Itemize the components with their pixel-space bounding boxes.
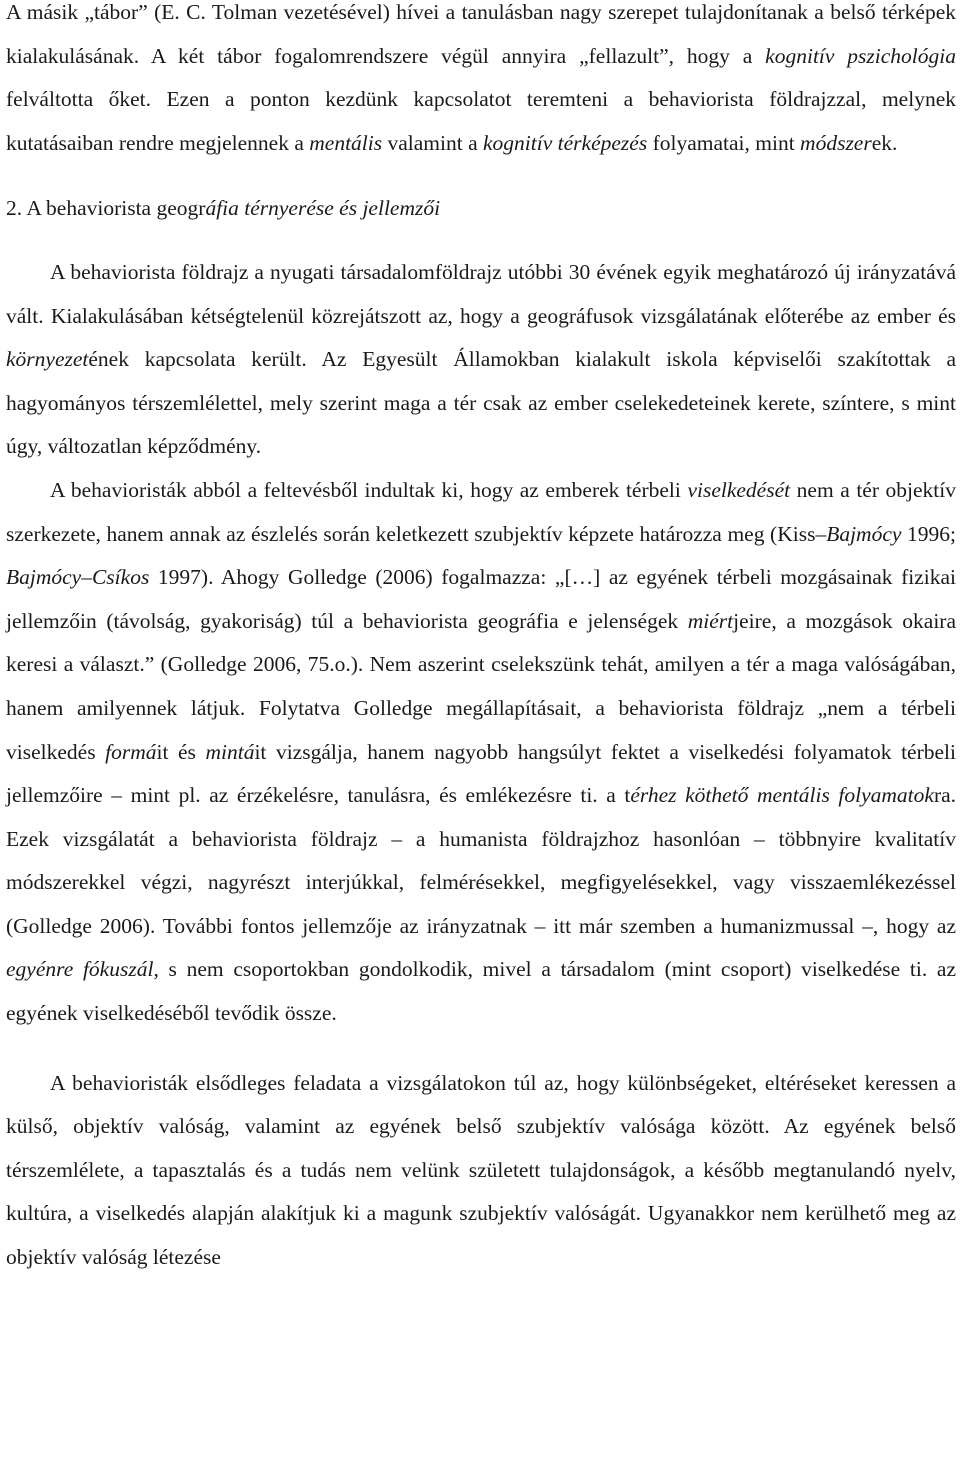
text-run: nem a tér objektív szerkezete, hanem annak az észlelés során keletkezett szubjektív képzete határozza meg (Kiss–: [6, 477, 957, 546]
section-heading: [6, 187, 956, 231]
italic-text-run: Bajmócy: [826, 521, 902, 546]
text-run: ek.: [871, 130, 898, 155]
text-run: felváltotta őket. Ezen a ponton kezdünk kapcsolatot teremteni a behaviorista földrajzzal, melynek kutatásaiban rendre megjelennek a: [6, 87, 956, 155]
italic-text-run: viselkedését: [687, 477, 791, 502]
text-run: A behavioristák elsődleges feladata a vizsgálatokon túl az, hogy különbségeket, eltéréseket keressen a külső, objektív valóság, valamint az egyének belső szubjektív valósága között. Az egyének belső térszemlélete, a tapasztalás és a tudás nem velünk született tulajdonságok, a később megtanulandó nyelv, kultúra, a viselkedés alapján alakítjuk ki a magunk szubjektív valóságát. Ugyanakkor nem kerülhető meg az objektív valóság létezése: [6, 1070, 956, 1270]
text-run: folyamatai, mint: [647, 130, 801, 155]
paragraph-behaviorist-tasks: [6, 1062, 956, 1280]
text-run: valamint a: [382, 130, 484, 155]
text-run: jeire, a mozgások okaira keresi a választ.” (Golledge 2006, 75.o.). Nem aszerint cselekszünk tehát, amilyen a tér a maga valóságában, hanem amilyennek látjuk. Folytatva Golledge megállapításait, a behaviorista földrajz „nem a térbeli viselkedés: [6, 608, 956, 764]
paragraph-behaviorist-geography: [6, 251, 956, 469]
italic-text-run: módszer: [800, 130, 872, 155]
text-run: A behavioristák abból a feltevésből indultak ki, hogy az emberek térbeli: [50, 477, 688, 502]
text-run: A másik „tábor” (E. C. Tolman vezetésével) hívei a tanulásban nagy szerepet tulajdonítanak a belső térképek kialakulásának. A két tábor fogalomrendszere végül annyira „fellazult”, hogy a: [6, 0, 956, 68]
italic-text-run: egyénre fókuszál: [6, 957, 154, 982]
italic-text-run: környezet: [6, 347, 89, 372]
text-run: , s nem csoportokban gondolkodik, mivel a társadalom (mint csoport) viselkedése ti. az egyének viselkedéséből tevődik össze.: [6, 957, 956, 1026]
italic-text-run: Bajmócy–Csíkos: [6, 565, 150, 590]
text-run: 2. A behaviorista geogr: [6, 196, 206, 221]
text-run: ra. Ezek vizsgálatát a behaviorista földrajz – a humanista földrajzhoz hasonlóan – többnyire kvalitatív módszerekkel végzi, nagyrészt interjúkkal, felmérésekkel, megfigyelésekkel, vagy visszaemlékezéssel (Golledge 2006). További fontos jellemzője az irányzatnak – itt már szemben a humanizmussal –, hogy az: [6, 783, 957, 938]
text-run: 1997). Ahogy Golledge (2006) fogalmazza: „[…] az egyének térbeli mozgásainak fizikai jellemzőin (távolság, gyakoriság) túl a behaviorista geográfia e jelenségek: [6, 565, 956, 633]
text-run: A behaviorista földrajz a nyugati társadalomföldrajz utóbbi 30 évének egyik meghatározó új irányzatává vált. Kialakulásában kétségtelenül közrejátszott az, hogy a geográfusok vizsgálatának előterébe az ember és: [6, 259, 956, 328]
italic-text-run: kognitív térképezés: [483, 130, 648, 155]
paragraph-spacer: [6, 1036, 956, 1062]
text-run: it és: [156, 739, 206, 764]
paragraph-behaviorist-assumptions: [6, 469, 956, 1036]
text-run: it vizsgálja, hanem nagyobb hangsúlyt fektet a viselkedési folyamatok térbeli jellemzőire – mint pl. az érzékelésre, tanulásra, és emlékezésre ti. a t: [6, 739, 956, 808]
text-run: ének kapcsolata került. Az Egyesült Államokban kialakult iskola képviselői szakítottak a hagyományos térszemlélettel, mely szerint maga a tér csak az ember cselekedeteinek kerete, színtere, s mint úgy, változatlan képződmény.: [6, 347, 956, 459]
italic-text-run: mentális: [309, 130, 383, 155]
italic-text-run: érhez köthető mentális folyamatok: [630, 783, 934, 808]
italic-text-run: mintá: [205, 739, 255, 764]
italic-text-run: áfia térnyerése és jellemzői: [205, 196, 441, 221]
italic-text-run: miért: [687, 608, 734, 633]
text-run: 1996;: [901, 521, 956, 546]
paragraph-tolman: [6, 0, 956, 165]
italic-text-run: kognitív pszichológia: [765, 43, 957, 68]
italic-text-run: formá: [105, 739, 157, 764]
